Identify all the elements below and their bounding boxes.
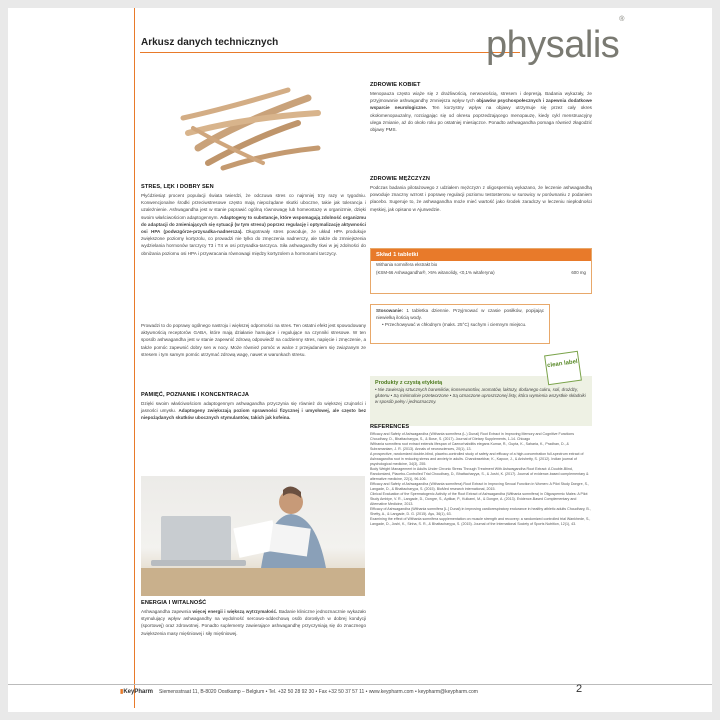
references-section [370,424,592,527]
usage-text: Stosowanie: 1 tabletka dziennie. Przyjmować w czasie posiłków, popijając niewielką ilością wody. [376,308,544,320]
usage-box [370,304,550,344]
stress-paragraph: Płyćdziesiąt procent populacji świata twierdzi, że odczuwa stres co najmniej trzy razy w tygodniu. Konwencjonalne środki przeciwstresowe często mają niepożądane skutki uboczne, takie jak tolerancja i uzależnienie. Ashwagandha jest w stanie poprawić ogólną równowagę lub homeostazę w organizmie, dzięki swoim właściwościom adaptogennym. Adaptogeny to substancje, które wspomagają zdolność organizmu do adaptacji do zmieniających się sytuacji (w tym stresu) poprzez regulację i optymalizację aktywności osi HPA (podwzgórze-przysadka-nadnercza). Długotrwały stres powoduje, że układ HPA produkuje zwiększone poziomy kortyzolu, co prowadzi nie tylko do zmęczenia nadnerczy, ale także do zmniejszenia wydzielania hormonów tarczycy T3 i T4 w osi przysadka-tarczyca. Siła ashwagandhy tkwi w jej zdolności do obniżania poziomu osi HPA i przywracania równowagi między kortyzolem a hormonami tarczycy. [141,193,367,256]
clean-label-text: • Nie zawierają sztucznych barwników, konserwantów, aromatów, laktozy, dodanego cukru, soli, drożdży, glutenu • Są minimalnie przetworzone • Są oznaczone uproszczonej listy, która wymienia wszystkie składniki w sposób pełny i jednoznaczny. [375,387,586,405]
reference-item: Efficacy and Safety of Ashwagandha (Withania somnifera (L.) Dunal) Root Extract in Improving Memory and Cognitive Functions Choudhary, D., Bhattacharyya, S., & Bose, S. (2017). Journal of Dietary Supplements, 1-14. Chicago [370,432,575,441]
reference-item: Efficacy of Ashwagandha (Withania somnifera [L.] Dunal) in improving cardiorespiratory endurance in healthy athletic adults Choudhary, B., Shetty, A., & Langade, D. G. (2015). Ayu, 36(1), 63. [370,506,591,516]
footer-rule [8,684,712,685]
composition-row: Withania somnifera ekstrakt bio [376,262,438,267]
header-rule [140,52,520,53]
energy-heading: ENERGIA I WITALNOŚĆ [141,600,207,606]
reference-item: Efficacy and Safety of Ashwagandha (Withania somnifera) Root Extract in Improving Sexual Function in Women: A Pilot Study Dongre, S., Langade, D., & Bhattacharyya, S. (2015). BioMed research international, 2015. [370,481,589,491]
datasheet-page [8,8,712,712]
clean-label-badge: clean label [544,351,582,385]
stress-section [141,184,366,257]
composition-box [370,248,592,294]
left-margin-rule [134,8,135,708]
page-number: 2 [576,683,583,695]
reference-item: Examining the effect of Withania somnifera supplementation on muscle strength and recovery: a randomized controlled trial Wankhede, S., Langade, D., Joshi, K., Sinha, S. R., & Bhattacharyya, S. (2015). Journal of the International Society of Sports Nutrition, 12(1), 43. [370,517,591,526]
energy-section [141,600,366,637]
keypharm-logo: ▮KeyPharm [120,689,153,695]
man-with-laptop-photo [141,476,365,596]
ashwagandha-roots-image [168,78,328,173]
reference-item: Withania somnifera root extract extends lifespan of Caenorhabditis elegans Kumar, R., Gupta, K., Saharia, K., Pradhan, D., & Subramaniam, J. R. (2013). Annals of neurosciences, 20(1), 13. [370,442,569,451]
reference-item: Body Weight Management in Adults Under Chronic Stress Through Treatment With Ashwagandha Root Extract: A Double-Blind, Randomized, Placebo-Controlled Trial Choudhary, D., Bhattacharyya, S., & Joshi, K. (2017). Journal of evidence-based complementary & alternative medicine, 22(1), 96-106. [370,467,589,481]
clean-label-title: Produkty z czystą etykietą [375,380,443,386]
composition-heading: Skład 1 tabletki [371,249,591,261]
stress-paragraph-2: Prowadzi to do poprawy ogólnego nastroju i większej odporności na stres. Ten ostatni efekt jest spowodowany aktywnością receptorów GABA, które mają działanie hamujące i regulujące na czynniki stresowe. W ten sposób ashwagandha jest w stanie zapewnić zdrową odpowiedź na codzienny stres, napięcie i zmęczenie, a także pomóc zapewnić dobry sen w nocy. Może również pomóc w walce z przejadaniem się związanym ze stresem i tym samym pomóc utrzymać zdrową wagę, nawet w warunkach stresu. [141,323,366,357]
page-title: Arkusz danych technicznych [141,37,279,48]
brand-logo: physalis® [486,16,624,66]
composition-row: (KSM-66 Ashwagandha®, >5% witanolidy, <0,1% witaferyna) 600 mg [376,270,586,275]
footer-address: Siemensstraat 11, B-8020 Oostkamp – Belgium • Tel. +32 50 28 92 30 • Fax +32 50 37 57 11 • www.keypharm.com • keypharm@keypharm.com [159,688,478,695]
women-heading: ZDROWIE KOBIET [370,82,421,88]
memory-heading: PAMIĘĆ, POZNANIE I KONCENTRACJA [141,392,250,398]
composition-amount: 600 mg [571,270,586,275]
women-paragraph: Menopauza często wiąże się z drażliwością, nerwowością, stresem i depresją. Badania wykazały, że przyjmowanie ashwagandhy zmniejsza wpływ tych objawów psychospołecznych i zapewnia dodatkowe wsparcie neurologiczne. Ten korzystny wpływ na objawy utrzymuje się przez cały okres okołomenopauzalny, rozciągając się od okresu poprzedzającego menopauzę, kiedy cykl menstruacyjny ulega zmianie, aż do około roku po ostatniej miesiączce. Ponadto ashwagandha pomaga również złagodzić objawy PMS. [370,91,592,133]
women-health-section [370,82,592,133]
storage-bullet: • Przechowywać w chłodnym (maks. 25°C) suchym i ciemnym miejscu. [382,321,527,327]
footer [120,688,590,695]
energy-paragraph: Ashwagandha zapewnia więcej energii i większą wytrzymałość. Badanie kliniczne jednoznacznie wykazało stymulujący wpływ ashwagandhy na wydolność sercowo-oddechową osób dorosłych w dobrej kondycji (sportowej) oraz zdrowotnej. Ponadto suplementy zawierające ashwagandhę przyczyniają się do znacznego zwiększenia masy mięśniowej i siły mięśniowej. [141,609,366,636]
men-paragraph: Podczas badania pilotażowego z udziałem mężczyzn z oligospermią wykazano, że leczenie ashwagandhą powoduje znaczny wzrost i poprawę regulacji poziomu testosteronu w surowicy w porównaniu z podaniem placebo. Sugeruje to, że ashwagandha może mieć wartość jako środek zaradczy w leczeniu niepłodności męskiej, jak opisano w Ajurwedzie. [370,185,592,212]
men-health-section [370,176,592,213]
memory-paragraph: Dzięki swoim właściwościom adaptogennym ashwagandha przyczynia się również do większej czujności i jasności umysłu. Adaptogeny zwiększają poziom sprawności fizycznej i umysłowej, ale często bez niepożądanych skutków ubocznych stymulantów, takich jak kofeina. [141,401,366,421]
memory-section [141,392,366,422]
reference-item: A prospective, randomized double-blind, placebo-controlled study of safety and efficacy of a high-concentration full-spectrum extract of Ashwagandha root in reducing stress and anxiety in adults. Chandrasekhar, K., Kapoor, J., & Anishetty, S. (2012). Indian journal of psychological medicine, 34(3), 255. [370,452,584,466]
references-heading: REFERENCES [370,424,410,430]
stress-heading: STRES, LĘK I DOBRY SEN [141,184,214,190]
reference-item: Clinical Evaluation of the Spermatogenic Activity of the Root Extract of Ashwagandha (Withania somnifera) in Oligospermic Males: A Pilot Study Ambiye, V. R., Langade, D., Dongre, S., Aptikar, P., Kulkarni, M., & Dongre, A. (2013). Evidence-Based Complementary and Alternative Medicine, 2013. [370,492,588,506]
men-heading: ZDROWIE MĘŻCZYZN [370,176,431,182]
